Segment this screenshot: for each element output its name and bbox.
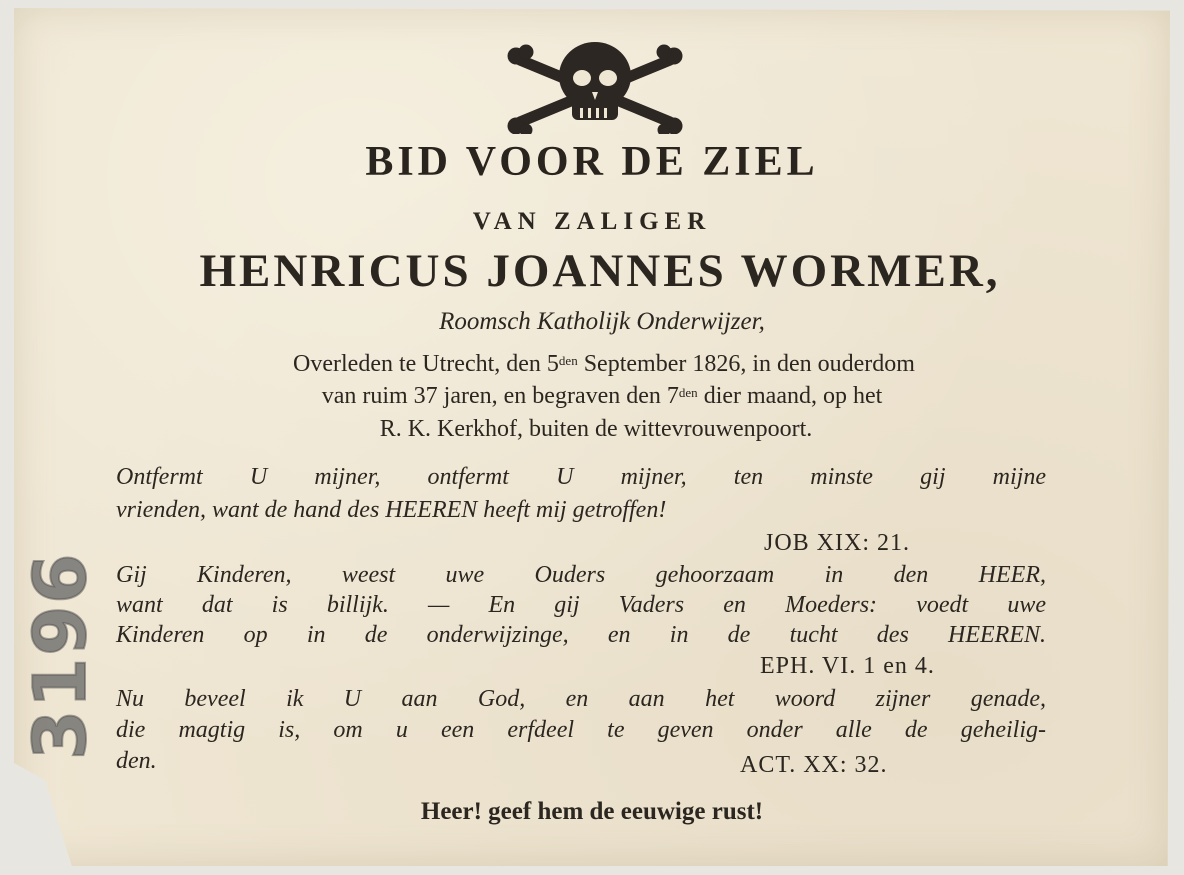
scripture-reference: JOB XIX: 21. [764,530,911,556]
verse-line: Ontfermt U mijner, ontfermt U mijner, ten minste gij mijne [116,464,1046,490]
death-details-line-2 [10,383,1184,410]
verse-line: die magtig is, om u een erfdeel te geven onder alle de geheilig- [116,717,1046,743]
verse-line: Kinderen op in de onderwijzinge, en in de tucht des HEEREN. [116,622,1046,648]
scripture-reference: ACT. XX: 32. [740,752,888,778]
verse-line: want dat is billijk. — En gij Vaders en Moeders: voedt uwe [116,592,1046,618]
day-ordinal: den [558,353,578,368]
verse-line: Gij Kinderen, weest uwe Ouders gehoorzaam in den HEER, [116,562,1046,588]
closing-prayer: Heer! geef hem de eeuwige rust! [420,798,764,825]
archive-number: 3196 [18,551,102,760]
verse-line: den. [116,748,157,774]
death-line-2-text: van ruim 37 jaren, en begraven den 7 [321,383,679,409]
skull-and-crossbones-icon [506,38,684,134]
card-subtitle: VAN ZALIGER [472,208,712,235]
verse-line: Nu beveel ik U aan God, en aan het woord zijner genade, [116,686,1046,712]
burial-day-ordinal: den [678,385,698,400]
deceased-name: HENRICUS JOANNES WORMER, [199,245,1001,297]
verse-line: vrienden, want de hand des HEEREN heeft mij getroffen! [116,497,667,523]
death-line-1-text: Overleden te Utrecht, den 5 [293,351,559,377]
death-line-1-text-cont: September 1826, in den ouderdom [577,351,915,377]
death-line-2-text-cont: dier maand, op het [697,383,883,409]
occupation: Roomsch Katholijk Onderwijzer, [439,308,765,335]
scripture-reference: EPH. VI. 1 en 4. [760,653,935,679]
card-title: BID VOOR DE ZIEL [365,139,819,185]
death-details-line-3: R. K. Kerkhof, buiten de wittevrouwenpoort. [379,416,813,442]
death-details-line-1 [12,351,1184,378]
